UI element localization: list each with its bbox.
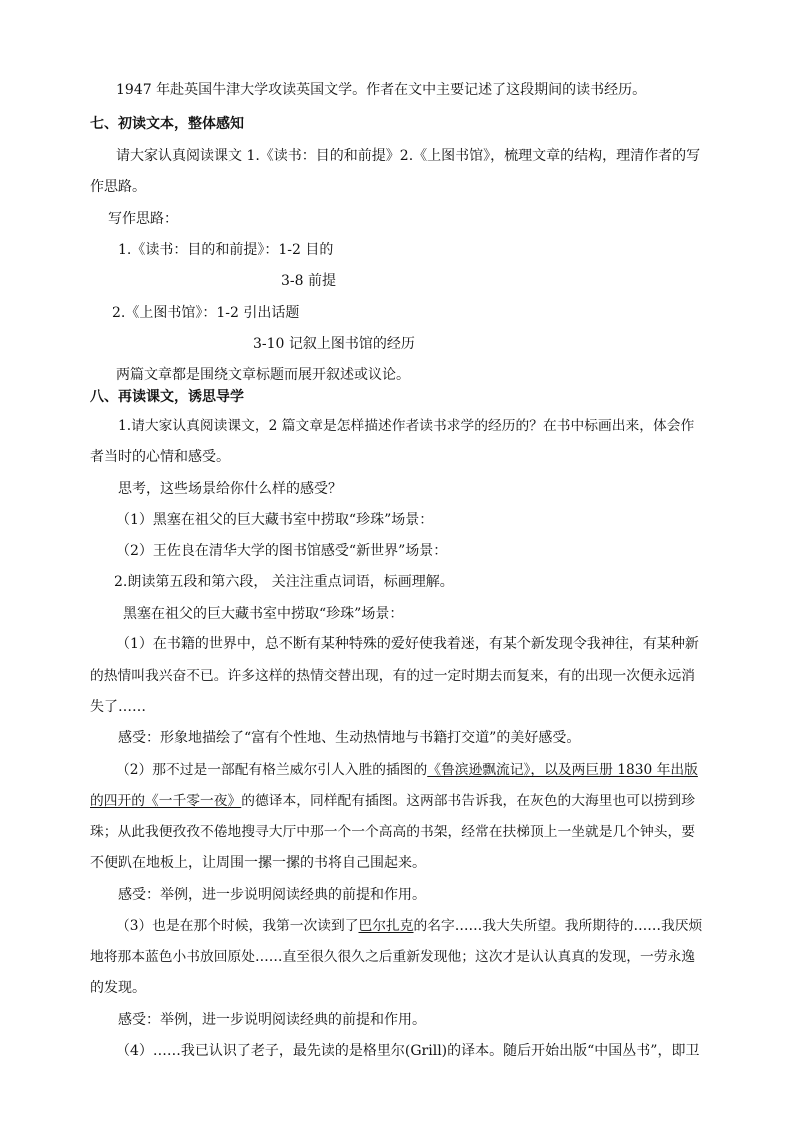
excerpt-3-text: （3）也是在那个时候，我第一次读到了 bbox=[116, 918, 359, 934]
book-title-arabian-nights: 的四开的《一千零一夜》 bbox=[90, 793, 242, 809]
section-8-heading: 八、再读课文，诱思导学 bbox=[90, 389, 244, 405]
book-title-robinson: 《鲁滨逊飘流记》，以及两巨册 1830 年出版 bbox=[427, 762, 698, 778]
section-7-heading: 七、初读文本，整体感知 bbox=[90, 116, 244, 132]
excerpt-1-feeling: 感受：形象地描绘了“富有个性地、生动热情地与书籍打交道”的美好感受。 bbox=[118, 730, 581, 746]
intro-line: 1947 年赴英国牛津大学攻读英国文学。作者在文中主要记述了这段期间的读书经历。 bbox=[116, 82, 647, 98]
excerpt-2-feeling: 感受：举例，进一步说明阅读经典的前提和作用。 bbox=[118, 887, 426, 903]
excerpt-2-line-1 bbox=[116, 760, 698, 780]
scene-subtitle: 黑塞在祖父的巨大藏书室中捞取“珍珠”场景： bbox=[123, 606, 404, 622]
excerpt-3-text: 的名字……我大失所望。我所期待的……我厌烦 bbox=[413, 918, 703, 934]
excerpt-4-line-1: （4）……我已认识了老子，最先读的是格里尔(Grill)的译本。随后开始出版“中国丛书”，即卫 bbox=[116, 1043, 700, 1059]
scene-2: （2）王佐良在清华大学的图书馆感受“新世界”场景： bbox=[116, 543, 448, 559]
outline-item-2: 2.《上图书馆》：1-2 引出话题 bbox=[112, 305, 300, 321]
scene-1: （1）黑塞在祖父的巨大藏书室中捞取“珍珠”场景： bbox=[116, 512, 434, 528]
writing-thinking-label: 写作思路： bbox=[108, 211, 178, 227]
section-7-summary: 两篇文章都是围绕文章标题而展开叙述或议论。 bbox=[116, 367, 410, 383]
question-1-line-2: 者当时的心情和感受。 bbox=[90, 449, 230, 465]
outline-item-1-sub: 3-8 前提 bbox=[281, 273, 336, 289]
excerpt-1-line-1: （1）在书籍的世界中，总不断有某种特殊的爱好使我着迷，有某个新发现令我神往，有某种新 bbox=[116, 636, 699, 652]
excerpt-2-line-2 bbox=[90, 791, 695, 811]
outline-item-2-sub: 3-10 记叙上图书馆的经历 bbox=[253, 336, 415, 352]
excerpt-3-feeling: 感受：举例，进一步说明阅读经典的前提和作用。 bbox=[118, 1012, 426, 1028]
excerpt-1-line-2: 的热情叫我兴奋不已。许多这样的热情交替出现，有的过一定时期去而复来，有的出现一次便永远消 bbox=[90, 668, 696, 684]
section-7-paragraph-line-2: 作思路。 bbox=[90, 179, 146, 195]
excerpt-1-line-3: 失了…… bbox=[90, 699, 146, 715]
excerpt-3-line-1 bbox=[116, 916, 702, 936]
excerpt-2-text: （2）那不过是一部配有格兰威尔引人入胜的插图的 bbox=[116, 762, 428, 778]
excerpt-3-line-2: 地将那本蓝色小书放回原处……直至很久很久之后重新发现他；这次才是认认真真的发现，一劳永逸 bbox=[90, 949, 696, 965]
question-2: 2.朗读第五段和第六段， 关注注重点词语，标画理解。 bbox=[114, 574, 454, 590]
author-name-balzac: 巴尔扎克 bbox=[358, 918, 414, 934]
excerpt-2-line-3: 珠；从此我便孜孜不倦地搜寻大厅中那一个一个高高的书架，经常在扶梯顶上一坐就是几个钟头，要 bbox=[90, 824, 696, 840]
excerpt-3-line-3: 的发现。 bbox=[90, 980, 146, 996]
outline-item-1: 1.《读书：目的和前提》：1-2 目的 bbox=[118, 242, 334, 258]
excerpt-2-text: 的德译本，同样配有插图。这两部书告诉我，在灰色的大海里也可以捞到珍 bbox=[241, 793, 696, 809]
excerpt-2-line-4: 不便趴在地板上，让周围一摞一摞的书将自己围起来。 bbox=[90, 855, 426, 871]
think-prompt: 思考，这些场景给你什么样的感受？ bbox=[118, 481, 342, 497]
question-1-line-1: 1.请大家认真阅读课文，2 篇文章是怎样描述作者读书求学的经历的？在书中标画出来，体会作 bbox=[118, 418, 695, 434]
section-7-paragraph-line-1: 请大家认真阅读课文 1.《读书：目的和前提》2.《上图书馆》，梳理文章的结构，理清作者的写 bbox=[116, 148, 701, 164]
